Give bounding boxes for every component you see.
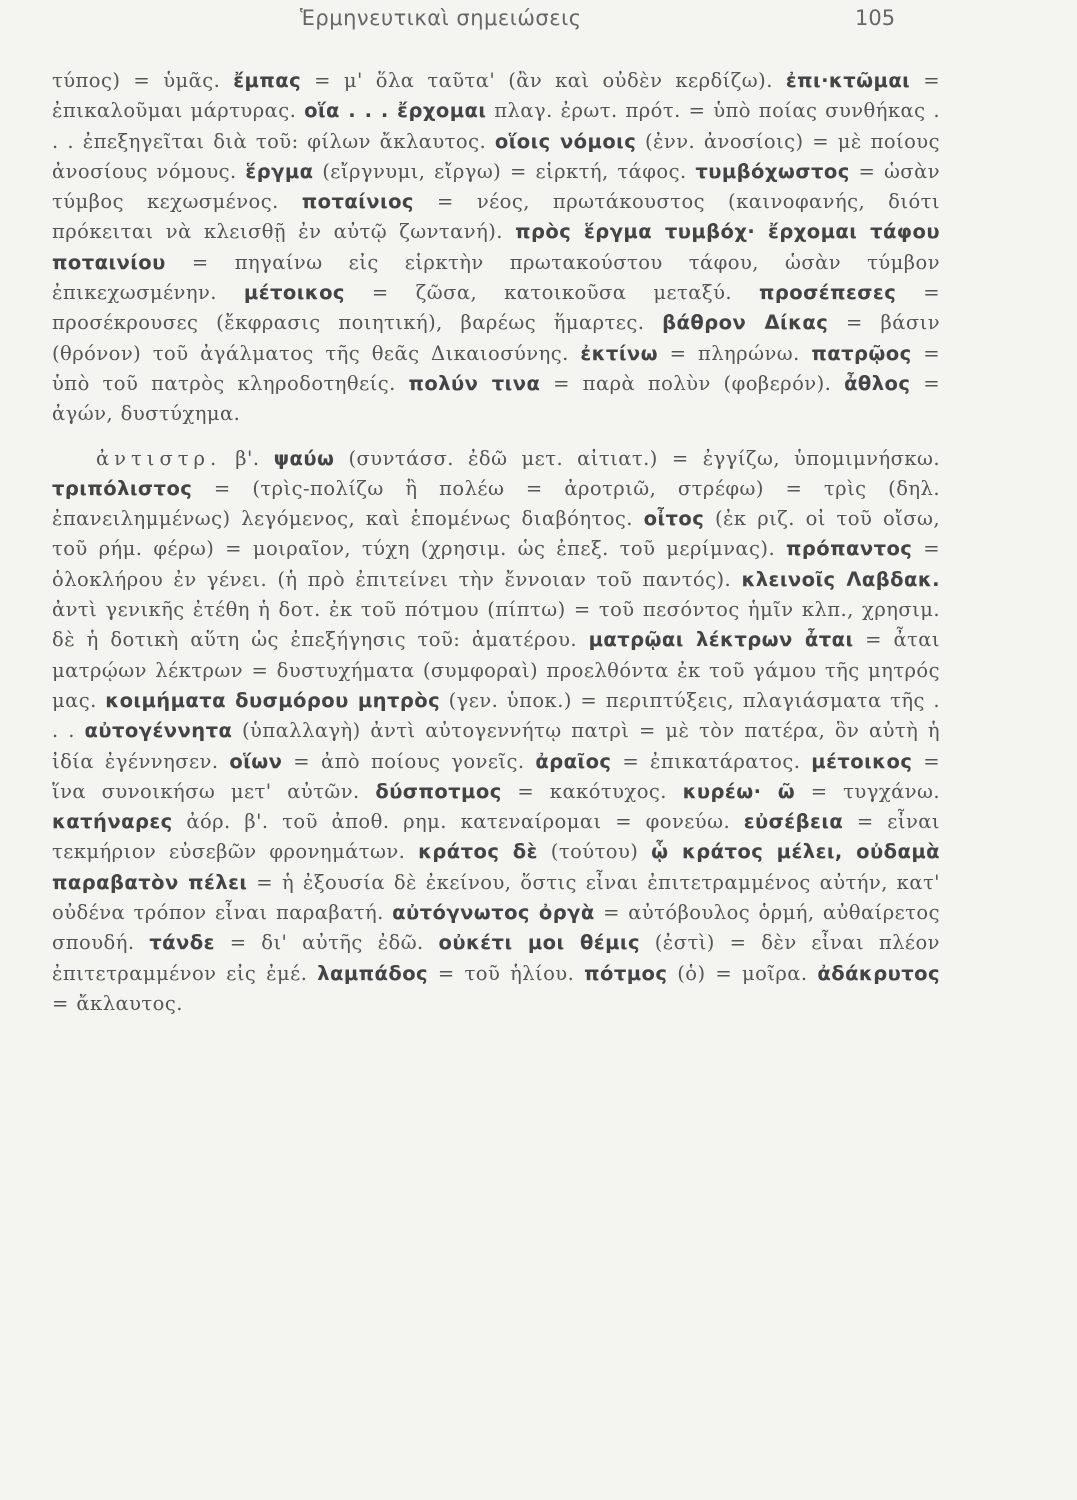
gloss-text: (ἐνν. ἀνοσίοις) = μὲ ποίους ἀνοσίους νόμους. (52, 129, 940, 183)
lemma-term: βάθρον Δίκας (662, 311, 829, 335)
lemma-term: ψαύω (273, 446, 335, 470)
gloss-text: (ἐκ ριζ. οἰ τοῦ οἴσω, τοῦ ρήμ. φέρω) = μοιραῖον, τύχη (χρησιμ. ὡς ἐπεξ. τοῦ μερίμνας). (52, 507, 941, 561)
gloss-text: (εἴργνυμι, εἴργω) = εἱρκτή, τάφος. (313, 159, 696, 183)
lemma-term: οἵα . . . ἔρχομαι (304, 99, 487, 123)
lemma-term: ἔμπας (233, 69, 302, 92)
paragraph (52, 66, 940, 430)
gloss-text: ἀντιστρ. (96, 446, 222, 470)
lemma-term: οἵοις νόμοις (494, 129, 637, 153)
lemma-term: ἀδάκρυτος (817, 961, 941, 985)
gloss-text: πλαγ. ἐρωτ. πρότ. = ὑπὸ ποίας συνθήκας . . . ἐπεξηγεῖται διὰ τοῦ: φίλων ἄκλαυτος. (52, 99, 940, 153)
lemma-term: μέτοικος (811, 749, 913, 773)
lemma-term: δύσποτμος (375, 779, 502, 803)
running-head: Ἑρμηνευτικαὶ σημειώσεις (300, 6, 582, 30)
gloss-text: β'. (221, 446, 274, 470)
lemma-term: ποταίνιος (301, 190, 414, 214)
lemma-term: πολύν τινα (408, 371, 541, 395)
gloss-text: = (τρὶς-πολίζω ἢ πολέω = ἀροτριῶ, στρέφω) = τρὶς (δηλ. ἐπανειλημμένως) λεγόμενος, καὶ ἑπομένως διαβόητος. (52, 476, 940, 531)
gloss-text: (ὑπαλλαγὴ) ἀντὶ αὐτογεννήτῳ πατρὶ = μὲ τὸν πατέρα, ὃν αὐτὴ ἡ ἰδία ἐγέννησεν. (52, 719, 940, 773)
gloss-text: = πληρώνω. (658, 341, 812, 365)
lemma-term: τριπόλιστος (52, 476, 193, 500)
lemma-term: ἐπι·κτῶμαι (785, 69, 911, 92)
gloss-text: = ἡ ἐξουσία δὲ ἐκείνου, ὅστις εἶναι ἐπιτετραμμένος αὐτήν, κατ' οὐδένα τρόπον εἶναι παραβατή. (52, 870, 940, 925)
lemma-term: αὐτογέννητα (84, 719, 233, 743)
lemma-term: πότμος (584, 961, 668, 985)
lemma-term: πατρῷος (811, 341, 912, 365)
gloss-text: = ὡσὰν τύμβος κεχωσμένος. (52, 159, 940, 214)
gloss-text: = ὁλοκλήρου ἐν γένει. (ἡ πρὸ ἐπιτείνει τὴν ἔννοιαν τοῦ παντός). (52, 537, 940, 591)
gloss-text: = ὑπὸ τοῦ πατρὸς κληροδοτηθείς. (52, 341, 941, 395)
gloss-text: = εἶναι τεκμήριον εὐσεβῶν φρονημάτων. (52, 810, 940, 864)
lemma-term: αὐτόγνωτος ὀργὰ (392, 901, 595, 925)
gloss-text: = ζῶσα, κατοικοῦσα μεταξύ. (344, 281, 760, 305)
lemma-term: ἆθλος (844, 371, 911, 395)
gloss-text: = τυγχάνω. (795, 779, 941, 803)
lemma-term: ματρῷαι λέκτρων ἆται (588, 628, 854, 652)
lemma-term: κλεινοῖς Λαβδακ. (741, 567, 940, 591)
lemma-term: ἀραῖος (535, 749, 612, 773)
gloss-text: = βάσιν (θρόνον) τοῦ ἀγάλματος τῆς θεᾶς Δικαιοσύνης. (52, 311, 940, 365)
gloss-text: ἀόρ. β'. τοῦ ἀποθ. ρημ. κατεναίρομαι = φονεύω. (172, 810, 744, 834)
lemma-term: εὐσέβεια (743, 810, 844, 834)
lemma-term: πρὸς ἕργμα τυμβόχ· ἔρχομαι τάφου ποταινίου (52, 220, 940, 274)
lemma-term: κατήναρες (52, 810, 173, 834)
lemma-term: οὐκέτι μοι θέμις (438, 931, 640, 955)
gloss-text: (τούτου) (537, 840, 652, 864)
gloss-text: = πηγαίνω εἰς εἱρκτὴν πρωτακούστου τάφου, ὡσὰν τύμβον ἐπικεχωσμένην. (52, 250, 940, 305)
gloss-text: = νέος, πρωτάκουστος (καινοφανής, διότι πρόκειται νὰ κλεισθῇ ἐν αὐτῷ ζωντανή). (52, 190, 940, 244)
gloss-text: = ἀγών, δυστύχημα. (52, 371, 940, 426)
gloss-text: = ἄκλαυτος. (52, 991, 183, 1015)
lemma-term: τάνδε (149, 931, 215, 955)
page-number: 105 (855, 6, 896, 30)
gloss-text: = ἵνα συνοικήσω μετ' αὐτῶν. (52, 749, 941, 803)
gloss-text: = κακότυχος. (501, 779, 683, 803)
lemma-term: ᾧ κράτος μέλει, οὐδαμὰ παραβατὸν πέλει (52, 840, 940, 894)
gloss-text: = ἀπὸ ποίους γονεῖς. (282, 749, 536, 773)
paragraph (52, 444, 940, 1020)
gloss-text: = μ' ὅλα ταῦτα' (ἂν καὶ οὐδὲν κερδίζω). (301, 69, 786, 92)
lemma-term: τυμβόχωστος (695, 159, 850, 183)
gloss-text: (συντάσσ. ἐδῶ μετ. αἰτιατ.) = ἐγγίζω, ὑπομιμνήσκω. (334, 446, 940, 470)
lemma-term: προσέπεσες (759, 281, 897, 305)
lemma-term: μέτοικος (243, 281, 345, 305)
lemma-term: οἵων (229, 749, 283, 773)
gloss-text: = προσέκρουσες (ἔκφρασις ποιητική), βαρέως ἥμαρτες. (52, 281, 940, 335)
gloss-text: (ἐστὶ) = δὲν εἶναι πλέον ἐπιτετραμμένον εἰς ἐμέ. (52, 931, 940, 985)
lemma-term: πρόπαντος (785, 537, 913, 561)
gloss-text: = ἐπικατάρατος. (611, 749, 812, 773)
gloss-text: = αὐτόβουλος ὁρμή, αὐθαίρετος σπουδή. (52, 901, 940, 955)
gloss-text: = τοῦ ἡλίου. (428, 961, 585, 985)
gloss-text: = ἐπικαλοῦμαι μάρτυρας. (52, 69, 941, 123)
gloss-text: = δι' αὐτῆς ἐδῶ. (214, 931, 439, 955)
gloss-text: τύπος) = ὑμᾶς. (52, 69, 234, 92)
lemma-term: κυρέω· ῶ (682, 779, 796, 803)
gloss-text: (ὁ) = μοῖρα. (667, 961, 818, 985)
commentary-text (52, 66, 940, 1019)
gloss-text: (γεν. ὑποκ.) = περιπτύξεις, πλαγιάσματα τῆς . . . (52, 688, 940, 743)
lemma-term: ἐκτίνω (580, 341, 659, 365)
page-header (0, 6, 1077, 36)
lemma-term: οἶτος (643, 507, 705, 531)
gloss-text: = ἆται ματρῴων λέκτρων = δυστυχήματα (συμφοραὶ) προελθόντα ἐκ τοῦ γάμου τῆς μητρός μας. (52, 628, 941, 712)
lemma-term: κράτος δὲ (418, 840, 538, 864)
lemma-term: κοιμήματα δυσμόρου μητρὸς (105, 688, 441, 712)
lemma-term: ἕργμα (245, 159, 314, 183)
gloss-text: = παρὰ πολὺν (φοβερόν). (540, 371, 845, 395)
lemma-term: λαμπάδος (317, 961, 429, 985)
gloss-text: ἀντὶ γενικῆς ἐτέθη ἡ δοτ. ἐκ τοῦ πότμου (πίπτω) = τοῦ πεσόντος ἡμῖν κλπ., χρησιμ. δὲ ἡ δοτικὴ αὕτη ὡς ἐπεξήγησις τοῦ: ἁματέρου. (52, 598, 940, 652)
